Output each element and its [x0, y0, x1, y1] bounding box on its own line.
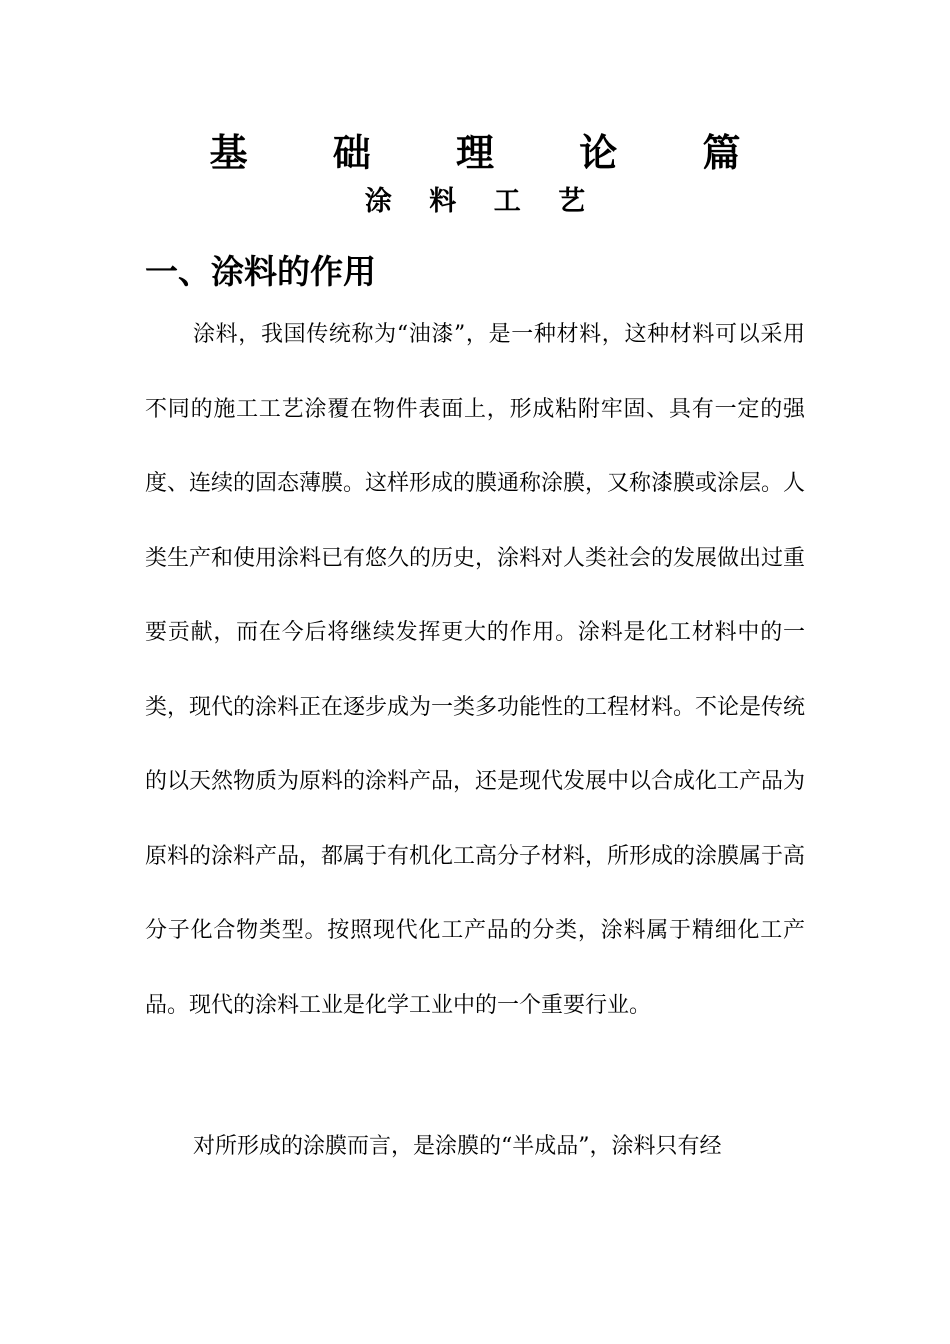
body-paragraph: 对所形成的涂膜而言，是涂膜的“半成品”，涂料只有经: [193, 1134, 722, 1159]
document-title: 基 础 理 论 篇: [209, 131, 777, 175]
body-paragraph: 涂料，我国传统称为“油漆”，是一种材料，这种材料可以采用不同的施工工艺涂覆在物件表面上，形成粘附牢固、具有一定的强度、连续的固态薄膜。这样形成的膜通称涂膜，又称漆膜或涂层。人类生产和使用涂料已有悠久的历史，涂料对人类社会的发展做出过重要贡献，而在今后将继续发挥更大的作用。涂料是化工材料中的一类，现代的涂料正在逐步成为一类多功能性的工程材料。不论是传统的以天然物质为原料的涂料产品，还是现代发展中以合成化工产品为原料的涂料产品，都属于有机化工高分子材料，所形成的涂膜属于高分子化合物类型。按照现代化工产品的分类，涂料属于精细化工产品。现代的涂料工业是化学工业中的一个重要行业。: [145, 322, 806, 1018]
section-heading: 一、涂料的作用: [145, 252, 376, 291]
document-subtitle: 涂 料 工 艺: [364, 186, 600, 217]
